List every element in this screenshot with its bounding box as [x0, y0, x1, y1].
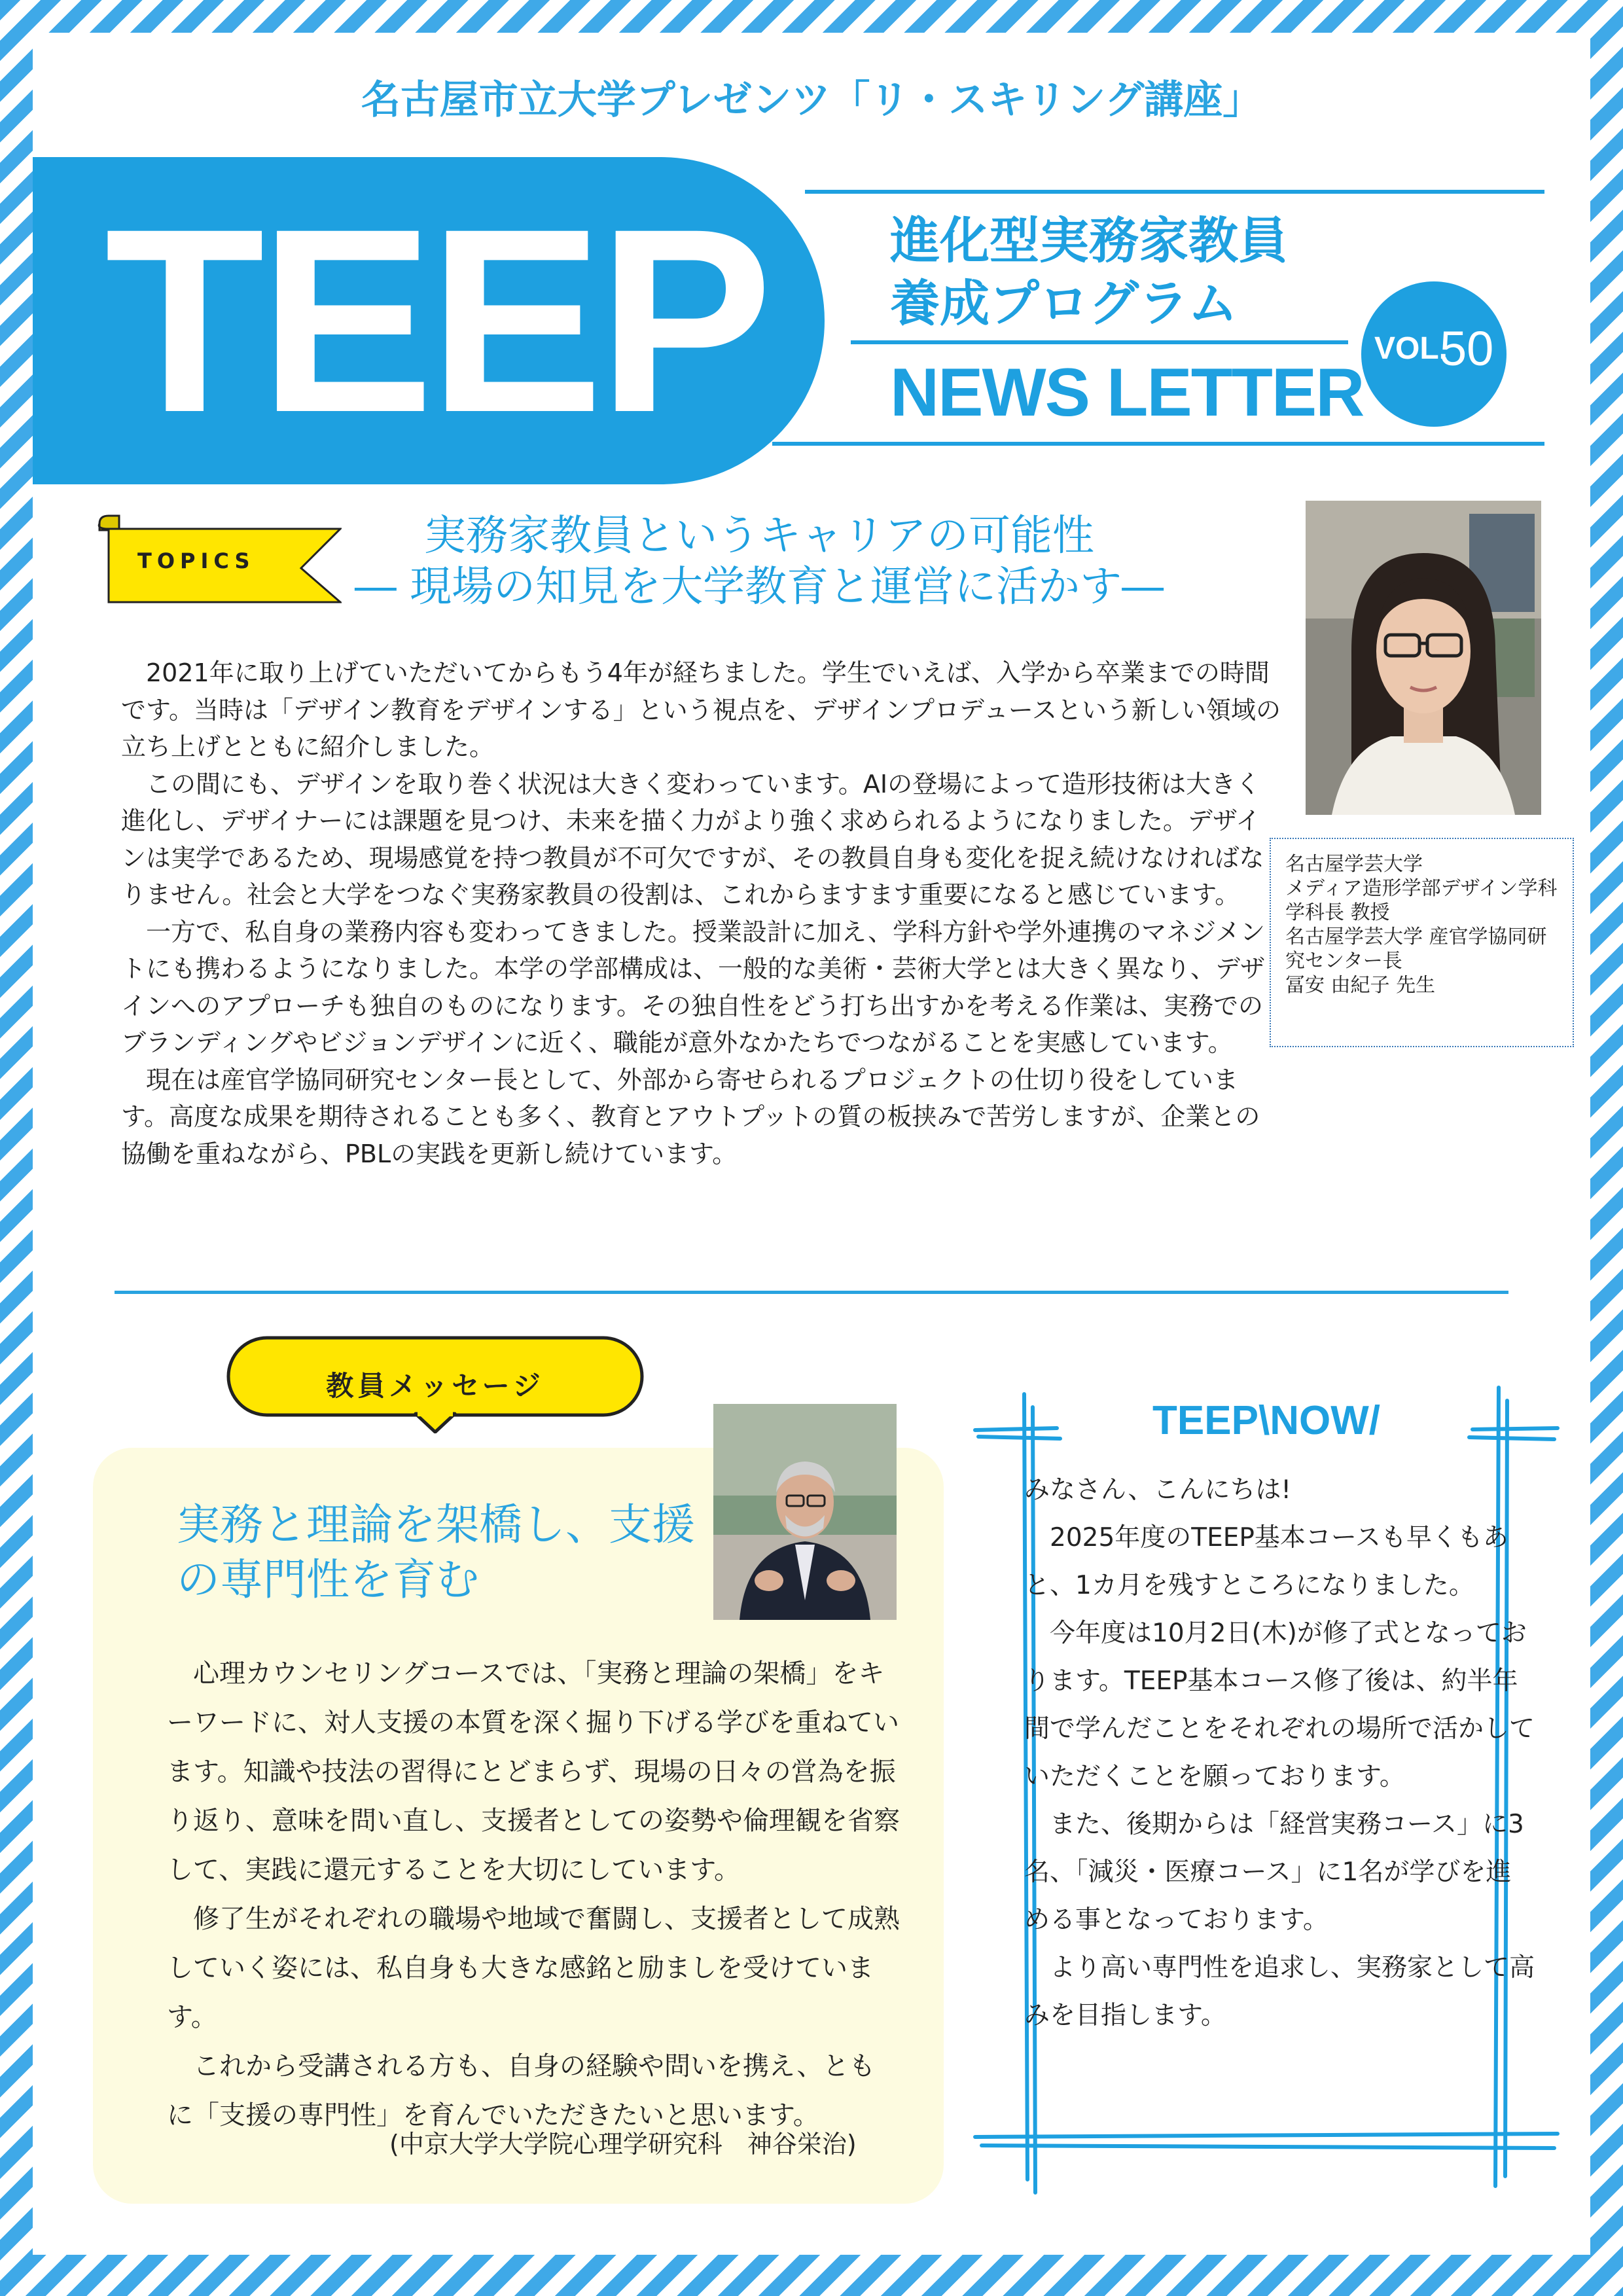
faculty-message-paragraph: 修了生がそれぞれの職場や地域で奮闘し、支援者として成熟していく姿には、私自身も大きな感銘と励ましを受けています。 — [167, 1904, 900, 2032]
section-divider — [115, 1291, 1508, 1294]
profile-university: 名古屋学芸大学 — [1285, 853, 1423, 876]
topics-tag-label: TOPICS — [137, 548, 255, 573]
profile-card — [1270, 838, 1574, 1047]
teep-now-line: みなさん、こんにちは! — [1024, 1475, 1291, 1505]
faculty-message-paragraph: 心理カウンセリングコースでは、「実務と理論の架橋」をキーワードに、対人支援の本質を深く掘り下げる学びを重ねています。知識や技法の習得にとどまらず、現場の日々の営為を振り返り、意味を問い直し、支援者としての姿勢や倫理観を省察して、実践に還元することを大切にしています。 — [167, 1659, 900, 1885]
portrait-photo-tomiyasu — [1306, 501, 1541, 815]
faculty-message-title-line1: 実務と理論を架橋し、支援 — [177, 1499, 695, 1550]
faculty-message-body — [167, 1649, 900, 2140]
newsletter-page — [33, 33, 1590, 2255]
topics-paragraph: 一方で、私自身の業務内容も変わってきました。授業設計に加え、学科方針や学外連携のマネジメントにも携わるようになりました。本学の学部構成は、一般的な美術・芸術大学とは大きく異なり、デザインへのアプローチも独自のものになります。その独自性をどう打ち出すかを考える作業は、実務でのブランディングやビジョンデザインに近く、職能が意外なかたちでつながることを実感しています。 — [121, 917, 1266, 1057]
header-rule-bottom — [772, 442, 1544, 446]
program-title — [890, 209, 1288, 335]
profile-center: 名古屋学芸大学 産官学協同研究センター長 — [1285, 925, 1547, 973]
header-rule-top — [805, 190, 1544, 194]
topics-title — [294, 511, 1224, 613]
topics-title-line1: 実務家教員というキャリアの可能性 — [424, 512, 1094, 560]
faculty-message-label: 教員メッセージ — [326, 1370, 544, 1402]
teep-now-line: 今年度は10月2日(木)が修了式となっております。TEEP基本コース修了後は、約半年間で学んだことをそれぞれの場所で活かしていただくことを願っております。 — [1024, 1619, 1535, 1791]
teep-now-line: より高い専門性を追求し、実務家として高みを目指します。 — [1024, 1953, 1535, 2030]
profile-department: メディア造形学部デザイン学科 学科長 教授 — [1285, 877, 1558, 924]
topics-paragraph: 現在は産官学協同研究センター長として、外部から寄せられるプロジェクトの仕切り役をしています。高度な成果を期待されることも多く、教育とアウトプットの質の板挟みで苦労しますが、企業との協働を重ねながら、PBLの実践を更新し続けています。 — [121, 1065, 1260, 1168]
teep-now-line: 2025年度のTEEP基本コースも早くもあと、1カ月を残すところになりました。 — [1024, 1523, 1508, 1600]
newsletter-title: NEWS LETTER — [890, 355, 1364, 431]
volume-number: 50 — [1440, 321, 1494, 376]
program-title-line1: 進化型実務家教員 — [890, 211, 1288, 270]
topics-paragraph: この間にも、デザインを取り巻く状況は大きく変わっています。AIの登場によって造形技術は大きく進化し、デザイナーには課題を見つけ、未来を描く力がより強く求められるようになりました。デザインは実学であるため、現場感覚を持つ教員が不可欠ですが、その教員自身も変化を捉え続けなければなりません。社会と大学をつなぐ実務家教員の役割は、これからますます重要になると感じています。 — [121, 769, 1264, 909]
portrait-photo-kamiya — [713, 1404, 897, 1620]
faculty-message-signature: (中京大学大学院心理学研究科 神谷栄治) — [389, 2130, 857, 2159]
header-rule-middle — [851, 340, 1348, 344]
faculty-message-title — [177, 1498, 695, 1607]
faculty-message-title-line2: の専門性を育む — [177, 1554, 479, 1605]
presents-line: 名古屋市立大学プレゼンツ「リ・スキリング講座」 — [361, 77, 1262, 123]
program-title-line2: 養成プログラム — [890, 274, 1238, 332]
topics-article — [121, 655, 1283, 1172]
teep-now-body — [1024, 1466, 1535, 2039]
topics-paragraph: 2021年に取り上げていただいてからもう4年が経ちました。学生でいえば、入学から卒業までの時間です。当時は「デザイン教育をデザインする」という視点を、デザインプロデュースという新しい領域の立ち上げとともに紹介しました。 — [121, 658, 1281, 761]
topics-title-line2: ― 現場の知見を大学教育と運営に活かす― — [354, 563, 1164, 611]
teep-logo: TEEP — [105, 174, 768, 467]
teep-now-line: また、後期からは「経営実務コース」に3名、「減災・医療コース」に1名が学びを進める事となっております。 — [1024, 1810, 1524, 1935]
faculty-message-paragraph: これから受講される方も、自身の経験や問いを携え、ともに「支援の専門性」を育んでいただきたいと思います。 — [167, 2051, 876, 2130]
profile-name: 冨安 由紀子 先生 — [1285, 974, 1436, 997]
volume-label: VOL. — [1374, 331, 1448, 366]
teep-now-title: TEEP\NOW/ — [1152, 1398, 1380, 1443]
